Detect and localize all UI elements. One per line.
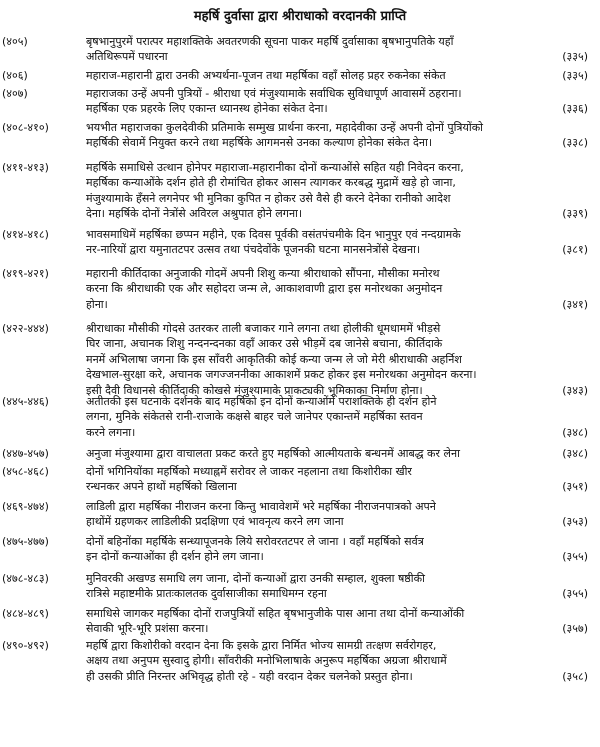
entry-line: अनुजा मंजुश्यामा द्वारा वाचालता प्रकट करते हुए महर्षिको आत्मीयताके बन्धनमें आबद्ध कर लेना	[86, 447, 460, 460]
entry-number: (४०५)	[2, 35, 28, 48]
entry-line: दोनों बहिनोंका महर्षिके सन्ध्यापूजनके लिये सरोवरतटपर ले जाना । वहाँ महर्षिको सर्वत्र	[86, 535, 424, 548]
entry-line: मनमें अभिलाषा जगना कि इस साँवरी आकृतिकी कोई कन्या जन्म ले जो मेरी श्रीराधाकी अहर्निश	[86, 352, 462, 366]
entry-line: सेवाकी भूरि-भूरि प्रशंसा करना।	[86, 622, 209, 636]
entry-line: नर-नारियों द्वारा यमुनातटपर उत्सव तथा पंचदेवोंके पूजनकी घटना मानसनेत्रोंसे देखना।	[86, 243, 421, 257]
entry-text	[86, 394, 540, 440]
entry-line: महर्षिका एक प्रहरके लिए एकान्त ध्यानस्थ होनेका संकेत देना।	[86, 102, 328, 116]
entry-number: (४४५-४४६)	[2, 395, 49, 408]
entry-number: (४५८-४६८)	[2, 465, 49, 478]
entry-line: लगना, मुनिके संकेतसे रानी-राजाके कक्षसे बाहर चले जानेपर एकान्तमें महर्षिका स्तवन	[86, 410, 423, 424]
entry-number: (४११-४१३)	[2, 161, 49, 174]
entry-number: (४०८-४१०)	[2, 121, 49, 134]
page-number: (३४८)	[562, 447, 588, 460]
entry-line: घिर जाना, अचानक शिशु नन्दनन्दनका वहाँ आकर उसे भीड़में दब जानेसे बचाना, कीर्तिदाके	[86, 337, 443, 351]
entry-text	[86, 571, 540, 602]
entry-line: करने लगना।	[86, 425, 136, 439]
page-number: (३५७)	[562, 622, 588, 636]
entry-number: (४१९-४२१)	[2, 267, 49, 280]
entry-number: (४७५-४७७)	[2, 535, 49, 548]
page-number: (३५५)	[562, 550, 588, 564]
entry-text	[86, 499, 540, 530]
page-number: (३४१)	[562, 297, 588, 311]
page-number: (३५३)	[562, 515, 588, 529]
entry-line: अतिथिरूपमें पधारना	[86, 50, 168, 64]
entry-text	[86, 227, 540, 258]
entry-line: हाथोंमें ग्रहणकर लाडिलीकी प्रदक्षिणा एवं भावनृत्य करने लग जाना	[86, 515, 344, 529]
entry-text	[86, 606, 540, 637]
page-title: महर्षि दुर्वासा द्वारा श्रीराधाको वरदानकी प्राप्ति	[193, 9, 407, 24]
entry-text	[86, 321, 540, 398]
entry-number: (४१४-४१८)	[2, 228, 49, 241]
entry-line: मंजुश्यामाके हँसने लगनेपर भी मुनिका कुपित न होकर उसे वैसे ही करने देनेका रानीको आदेश	[86, 191, 451, 205]
entry-number: (४०६)	[2, 69, 28, 82]
page-number: (३८१)	[562, 243, 588, 257]
entry-number: (४८४-४८९)	[2, 607, 49, 620]
page-number: (३३९)	[562, 207, 588, 221]
page-number: (३३५)	[562, 50, 588, 64]
entry-text	[86, 464, 540, 495]
entry-number: (४२२-४४४)	[2, 322, 49, 335]
entry-text	[86, 266, 540, 312]
page-number: (३५१)	[562, 480, 588, 494]
entry-line: महाराजका उन्हें अपनी पुत्रियों - श्रीराधा एवं मंजुश्यामाके सर्वाधिक सुविधापूर्ण आवासमें ठहराना।	[86, 87, 462, 100]
entry-line: मुनिवरकी अखण्ड समाधि लग जाना, दोनों कन्याओं द्वारा उनकी सम्हाल, शुक्ला षष्ठीकी	[86, 572, 425, 585]
entry-line: अक्षय तथा अनुपम सुस्वादु होगी। साँवरीकी मनोभिलाषाके अनुरूप महर्षिका अग्रजा श्रीराधामें	[86, 654, 447, 668]
entry-number: (४९०-४९२)	[2, 639, 49, 652]
entry-text	[86, 34, 540, 65]
entry-line: देना। महर्षिके दोनों नेत्रोंसे अविरल अश्रुपात होने लगना।	[86, 207, 303, 221]
entry-number: (४४७-४५७)	[2, 447, 49, 460]
entry-line: रन्धनकर अपने हाथों महर्षिको खिलाना	[86, 480, 237, 494]
page-number: (३५५)	[562, 587, 588, 601]
entry-line: इन दोनों कन्याओंका ही दर्शन होने लग जाना।	[86, 550, 264, 564]
entry-line: महारानी कीर्तिदाका अनुजाकी गोदमें अपनी शिशु कन्या श्रीराधाको सौंपना, मौसीका मनोरथ	[86, 267, 440, 280]
entry-line: रात्रिसे महाष्टमीके प्रातःकालतक दुर्वासाजीका समाधिमग्न रहना	[86, 587, 327, 601]
entry-text	[86, 638, 540, 684]
entry-line: महर्षिकी सेवामें नियुक्त करने तथा महर्षिके आगमनसे उनका कल्याण होनेका संकेत देना।	[86, 136, 432, 150]
entry-line: महर्षिका कन्याओंके दर्शन होते ही रोमांचित होकर आसन त्यागकर करबद्ध मुद्रामें खड़े हो जाना,	[86, 176, 456, 190]
entry-line: देखभाल-सुरक्षा करे, अचानक जगज्जननीका आकाशमें प्रकट होकर इस मनोरथका अनुमोदन करना।	[86, 368, 477, 382]
entry-line: अतीतकी इस घटनाके दर्शनके बाद महर्षिको इन दोनों कन्याओंमें पराशक्तिके ही दर्शन होने	[86, 395, 437, 408]
page-number: (३३५)	[562, 69, 588, 82]
entry-line: महर्षि द्वारा किशोरीको वरदान देना कि इसके द्वारा निर्मित भोज्य सामग्री तत्क्षण सर्वरोगहर,	[86, 639, 437, 652]
entry-line: दोनों भगिनियोंका महर्षिको मध्याह्नमें सरोवर ले जाकर नहलाना तथा किशोरीका खीर	[86, 465, 412, 478]
entry-line: ही उसकी प्रीति निरन्तर अभिवृद्ध होती रहे - यही वरदान देकर चलनेको प्रस्तुत होना।	[86, 669, 413, 683]
entry-text	[86, 534, 540, 565]
entry-line: भयभीत महाराजका कुलदेवीकी प्रतिमाके सम्मुख प्रार्थना करना, महादेवीका उन्हें अपनी दोनों पुत्रियोंको	[86, 121, 484, 134]
page-number: (३५८)	[562, 669, 588, 683]
entry-text	[86, 446, 540, 461]
entry-line: महर्षिके समाधिसे उत्थान होनेपर महाराजा-महारानीका दोनों कन्याओंसे सहित यही निवेदन करना,	[86, 161, 464, 174]
entry-line: बृषभानुपुरमें परात्पर महाशक्तिके अवतरणकी सूचना पाकर महर्षि दुर्वासाका बृषभानुपतिके यहाँ	[86, 35, 454, 48]
entry-line: श्रीराधाका मौसीकी गोदसे उतरकर ताली बजाकर गाने लगना तथा होलीकी धूमधाममें भीड़से	[86, 322, 441, 335]
entry-text	[86, 120, 540, 151]
entry-text	[86, 160, 540, 222]
entry-line: लाडिली द्वारा महर्षिका नीराजन करना किन्तु भावावेशमें भरे महर्षिका नीराजनपात्रको अपने	[86, 500, 436, 513]
entry-number: (४७८-४८३)	[2, 572, 49, 585]
entry-text	[86, 86, 540, 117]
page-number: (३४८)	[562, 425, 588, 439]
page-number: (३४३)	[562, 383, 588, 397]
entry-line: इसी दैवी विधानसे कीर्तिदाकी कोखसे मंजुश्यामाके प्राकट्यकी भूमिकाका निर्माण होना।	[86, 383, 423, 397]
entry-line: भावसमाधिमें महर्षिका छप्पन महीने, एक दिवस पूर्वकी वसंतपंचमीके दिन भानुपुर एवं नन्दग्रामके	[86, 228, 461, 241]
entry-number: (४६९-४७४)	[2, 500, 49, 513]
entry-line: महाराज-महारानी द्वारा उनकी अभ्यर्थना-पूजन तथा महर्षिका वहाँ सोलह प्रहर रुकनेका संकेत	[86, 69, 446, 82]
entry-text	[86, 68, 540, 83]
entry-number: (४०७)	[2, 87, 28, 100]
entry-line: समाधिसे जागकर महर्षिका दोनों राजपुत्रियों सहित बृषभानुजीके पास आना तथा दोनों कन्याओंकी	[86, 607, 465, 620]
entry-line: होना।	[86, 297, 108, 311]
entry-line: करना कि श्रीराधाकी एक और सहोदरा जन्म ले, आकाशवाणी द्वारा इस मनोरथका अनुमोदन	[86, 282, 443, 296]
page-number: (३३६)	[562, 102, 588, 116]
page-number: (३३८)	[562, 136, 588, 150]
